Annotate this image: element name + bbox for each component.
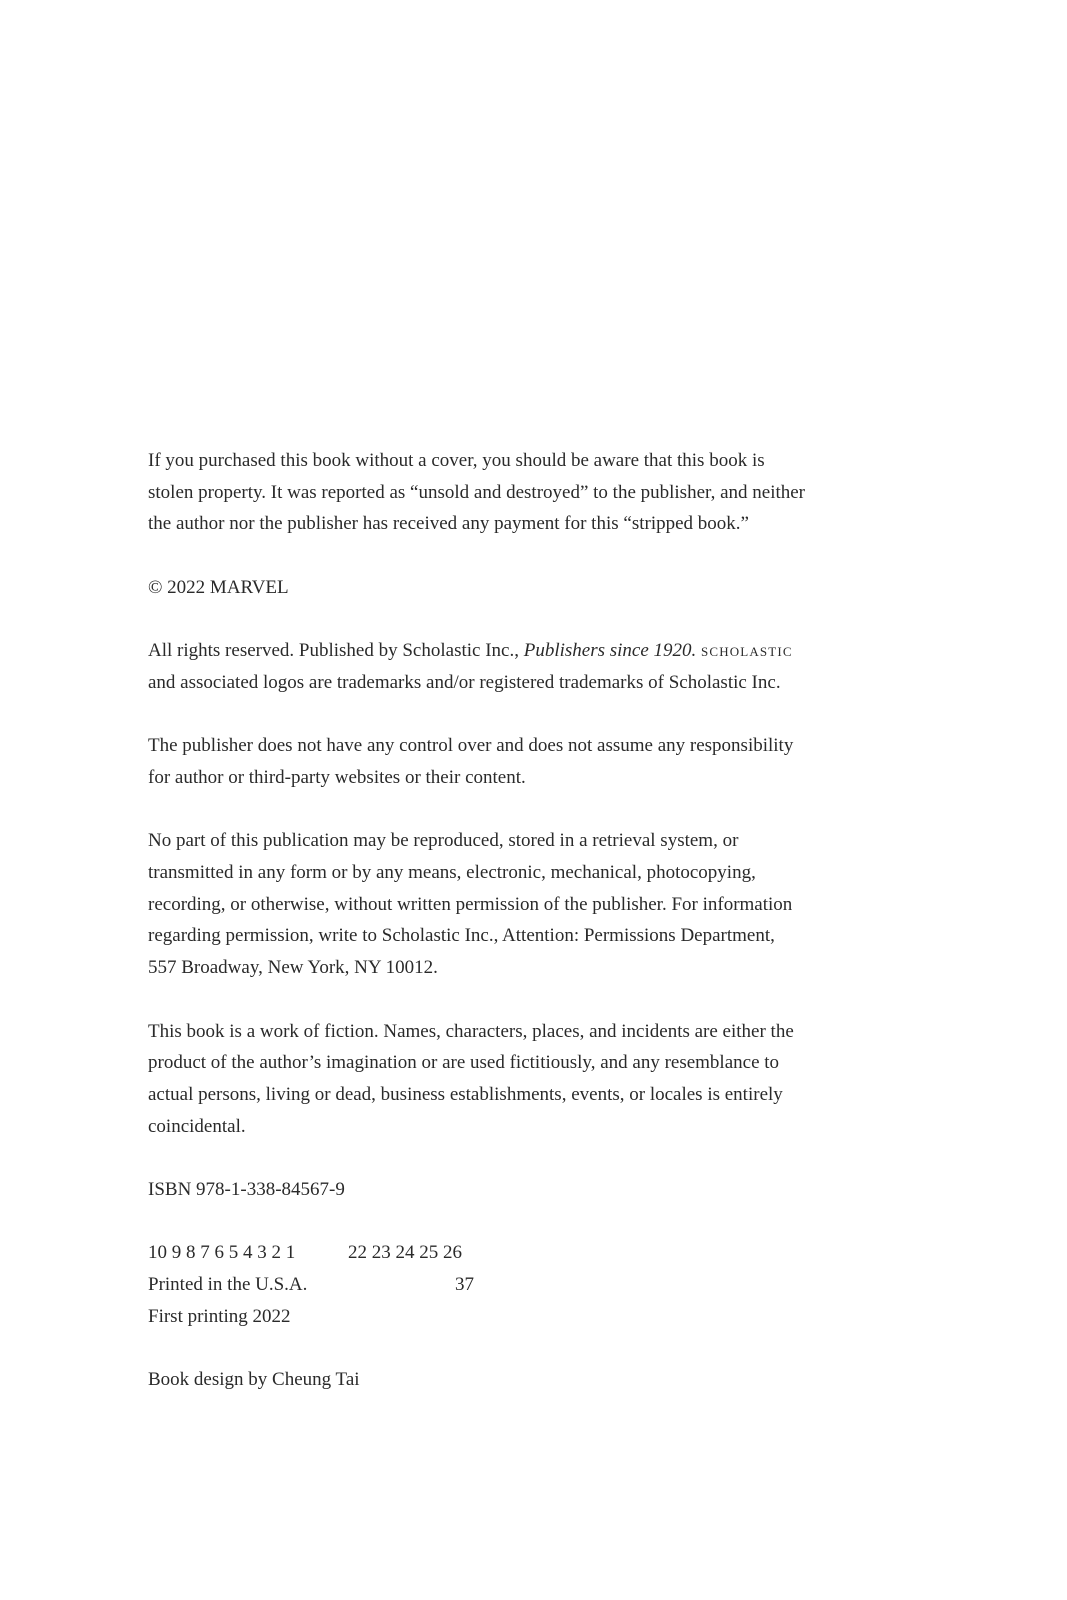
design-credit-block xyxy=(148,1364,868,1396)
rights-line-2: and associated logos are trademarks and/or registered trademarks of Scholastic Inc. xyxy=(148,671,781,693)
printing-year-line: 22 23 24 25 26 xyxy=(348,1242,462,1264)
printed-in-row xyxy=(148,1269,868,1301)
responsibility-line: for author or third-party websites or their content. xyxy=(148,766,526,788)
stripped-book-notice xyxy=(148,445,868,540)
stripped-notice-line: the author nor the publisher has received any payment for this “stripped book.” xyxy=(148,513,749,535)
isbn-block xyxy=(148,1174,868,1206)
rights-line-1 xyxy=(148,635,868,667)
responsibility-line: The publisher does not have any control over and does not assume any responsibility xyxy=(148,735,794,757)
fiction-line: actual persons, living or dead, business establishments, events, or locales is entirely xyxy=(148,1083,783,1105)
responsibility-notice xyxy=(148,730,868,793)
printing-number-row xyxy=(148,1237,868,1269)
publishers-since-text: Publishers since 1920. xyxy=(523,640,697,662)
reproduction-line: transmitted in any form or by any means, electronic, mechanical, photocopying, xyxy=(148,862,756,884)
first-printing: First printing 2022 xyxy=(148,1305,291,1327)
fiction-line: product of the author’s imagination or are used fictitiously, and any resemblance to xyxy=(148,1052,780,1074)
rights-text: All rights reserved. Published by Scholastic Inc., xyxy=(148,640,524,662)
reproduction-notice xyxy=(148,825,868,984)
scholastic-trademark: scholastic xyxy=(701,640,793,662)
reproduction-line: recording, or otherwise, without written permission of the publisher. For information xyxy=(148,893,793,915)
rights-reserved-notice xyxy=(148,635,868,698)
printing-block xyxy=(148,1237,868,1332)
reproduction-line: No part of this publication may be reproduced, stored in a retrieval system, or xyxy=(148,830,739,852)
isbn: ISBN 978-1-338-84567-9 xyxy=(148,1179,345,1201)
stripped-notice-line: If you purchased this book without a cover, you should be aware that this book is xyxy=(148,450,765,471)
fiction-line: coincidental. xyxy=(148,1115,246,1137)
printer-code: 37 xyxy=(455,1274,474,1296)
design-credit: Book design by Cheung Tai xyxy=(148,1369,360,1391)
copyright-text-block xyxy=(148,445,868,1396)
reproduction-line: 557 Broadway, New York, NY 10012. xyxy=(148,957,438,979)
stripped-notice-line: stolen property. It was reported as “unsold and destroyed” to the publisher, and neither xyxy=(148,481,806,503)
fiction-disclaimer xyxy=(148,1016,868,1143)
printed-in: Printed in the U.S.A. xyxy=(148,1274,308,1296)
copyright-line: © 2022 MARVEL xyxy=(148,576,289,598)
printing-number-line: 10 9 8 7 6 5 4 3 2 1 xyxy=(148,1242,296,1264)
fiction-line: This book is a work of fiction. Names, characters, places, and incidents are either the xyxy=(148,1020,794,1042)
copyright-notice xyxy=(148,572,868,604)
reproduction-line: regarding permission, write to Scholastic Inc., Attention: Permissions Department, xyxy=(148,925,775,947)
